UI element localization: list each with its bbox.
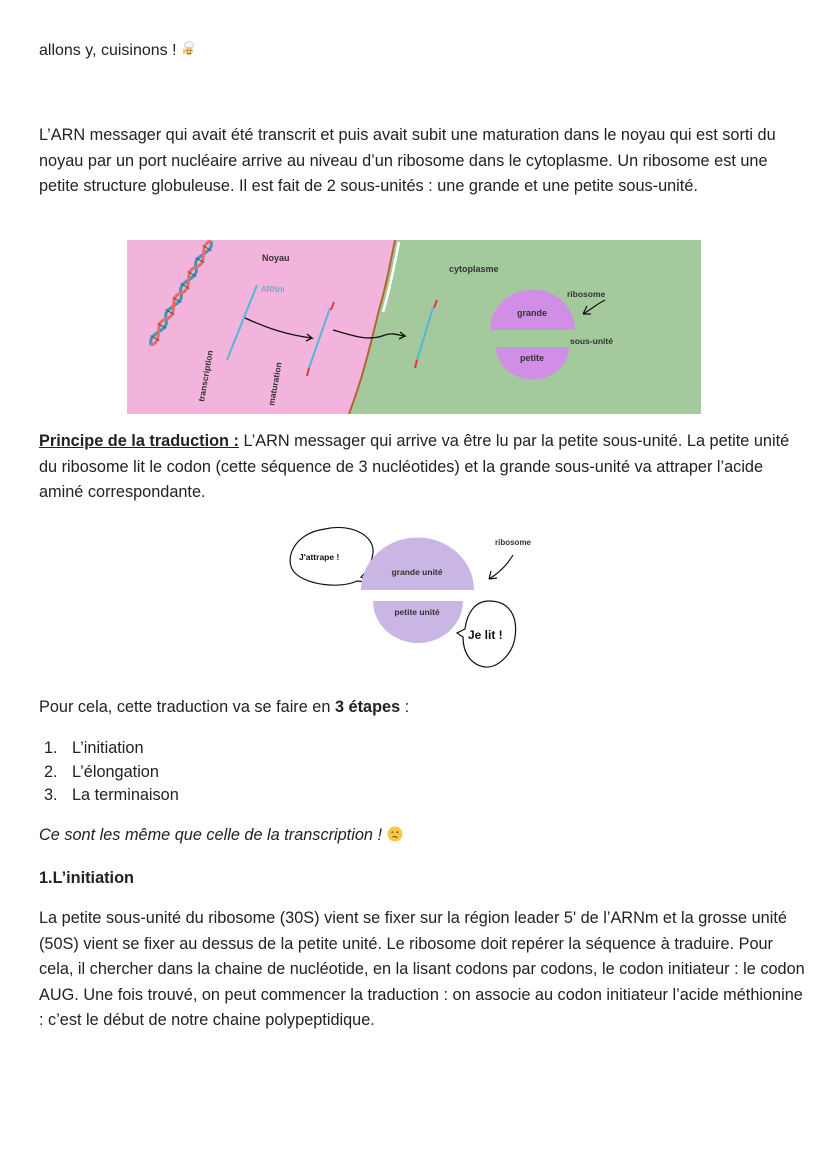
sous-unite-label: sous-unité xyxy=(570,336,613,346)
petite-label: petite xyxy=(519,353,545,363)
step-number: 2. xyxy=(44,762,58,781)
paragraph-arnm-ribosome: L’ARN messager qui avait été transcrit et puis avait subit une maturation dans le noyau qui est sorti du noyau par un port nucléaire arrive au niveau d’un ribosome dans le cytoplasme. Un ribosome est une petite structure globuleuse. Il est fait de 2 sous-unités : une grande et une petite sous-unité. xyxy=(39,126,776,195)
step-label: L’élongation xyxy=(72,762,159,781)
list-item xyxy=(44,737,179,761)
principe-heading: Principe de la traduction : xyxy=(39,432,239,450)
etapes-bold: 3 étapes xyxy=(334,698,401,716)
wink-face-icon xyxy=(387,826,403,842)
petite-unite-label: petite unité xyxy=(394,607,440,617)
bubble-right-text: Je lit ! xyxy=(468,628,503,642)
steps-list xyxy=(44,737,179,808)
chef-icon xyxy=(181,41,197,57)
step-number: 3. xyxy=(44,786,58,804)
intro-text: allons y, cuisinons ! xyxy=(39,42,181,59)
principe-text: L’ARN messager qui arrive va être lu par la petite sous-unité. La petite unité du ribosome lit le codon (cette séquence de 3 nucléotides) et la grande sous-unité va attraper l’acide aminé correspondante. xyxy=(39,432,790,501)
figure-nucleus-cytoplasm xyxy=(127,240,701,414)
step-number: 1. xyxy=(44,739,58,757)
ribosome-arrow-icon-2 xyxy=(489,555,513,579)
cytoplasme-label: cytoplasme xyxy=(449,264,499,274)
grande-label: grande xyxy=(516,308,548,318)
ribosome-label: ribosome xyxy=(567,289,606,299)
etapes-after: : xyxy=(400,698,410,716)
etapes-before: Pour cela, cette traduction va se faire en xyxy=(39,698,335,716)
arnm-label: ARNm xyxy=(261,285,285,294)
grande-unite-shape xyxy=(361,538,474,590)
list-item xyxy=(44,761,179,785)
section-title: 1.L’initiation xyxy=(39,869,134,887)
list-item xyxy=(44,784,179,808)
nucleus-area xyxy=(127,240,395,414)
note-line xyxy=(39,823,403,848)
step-label: La terminaison xyxy=(72,786,179,804)
step-label: L’initiation xyxy=(72,739,144,757)
maturation-label: maturation xyxy=(266,361,284,407)
paragraph-initiation: La petite sous-unité du ribosome (30S) vient se fixer sur la région leader 5' de l’ARNm et la grosse unité (50S) vient se fixer au dessus de la petite unité. Le ribosome doit repérer la séquence à traduire. Pour cela, il chercher dans la chaine de nucléotide, en la lisant codons par codons, le codon initiateur : le codon AUG. Une fois trouvé, on peut commencer la traduction : on associe au codon initiateur l’acide méthionine : c’est le début de notre chaine polypeptidique. xyxy=(39,909,805,1029)
grande-unite-label: grande unité xyxy=(391,567,443,577)
transcription-label: transcription xyxy=(196,349,215,403)
paragraph-etapes xyxy=(39,695,409,720)
paragraph-principe xyxy=(39,429,799,506)
figure-ribosome-dialogue xyxy=(285,525,545,675)
ribosome-label-2: ribosome xyxy=(495,538,532,547)
note-text: Ce sont les même que celle de la transcription ! xyxy=(39,826,387,844)
bubble-left-text: J'attrape ! xyxy=(299,552,340,562)
intro-line xyxy=(39,40,197,62)
noyau-label: Noyau xyxy=(262,253,290,263)
